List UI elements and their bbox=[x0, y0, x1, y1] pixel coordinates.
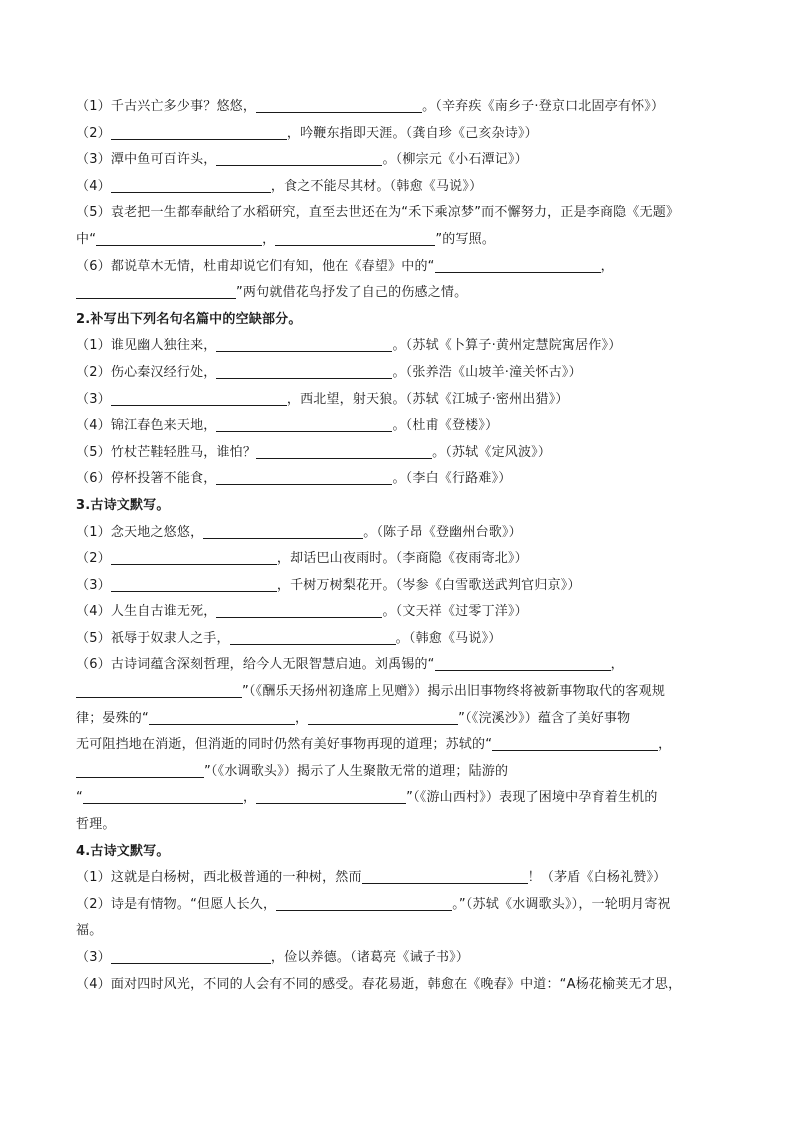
answer-blank[interactable] bbox=[83, 789, 243, 804]
question-4-1: （1）这就是白杨树，西北极普通的一种树，然而 ！（茅盾《白杨礼赞》） bbox=[76, 870, 667, 886]
answer-blank[interactable] bbox=[362, 869, 528, 884]
answer-blank[interactable] bbox=[111, 577, 277, 592]
question-3-6: （6）古诗词蕴含深刻哲理，给今人无限智慧启迪。刘禹锡的“ ， bbox=[76, 657, 624, 673]
question-4-3: （3） ，俭以养德。（诸葛亮《诫子书》） bbox=[76, 950, 470, 965]
question-3-3: （3） ，千树万树梨花开。（岑参《白雪歌送武判官归京》） bbox=[76, 577, 581, 593]
answer-blank[interactable] bbox=[256, 789, 406, 804]
answer-blank[interactable] bbox=[111, 949, 271, 964]
answer-blank[interactable] bbox=[76, 284, 236, 299]
question-3-5: （5）祇辱于奴隶人之手， 。（韩愈《马说》） bbox=[76, 630, 502, 646]
question-1-1: （1）千古兴亡多少事？悠悠， 。（辛弃疾《南乡子·登京口北固亭有怀》） bbox=[76, 99, 665, 114]
answer-blank[interactable] bbox=[492, 736, 658, 751]
question-4-4: （4）面对四时风光，不同的人会有不同的感受。春花易逝，韩愈在《晚春》中道：“A杨花榆荚无才思， bbox=[76, 976, 682, 992]
section-3-heading: 3.古诗文默写。 bbox=[76, 497, 170, 513]
answer-blank[interactable] bbox=[435, 656, 611, 671]
question-1-5: （5）袁老把一生都奉献给了水稻研究，直至去世还在为“禾下乘凉梦”而不懈努力，正是李商隐《无题》 bbox=[76, 205, 680, 221]
answer-blank[interactable] bbox=[256, 98, 422, 113]
answer-blank[interactable] bbox=[276, 896, 452, 911]
answer-blank[interactable] bbox=[76, 683, 242, 698]
answer-blank[interactable] bbox=[203, 524, 363, 539]
question-3-4: （4）人生自古谁无死， 。（文天祥《过零丁洋》） bbox=[76, 604, 528, 620]
question-2-2: （2）伤心秦汉经行处， 。（张养浩《山坡羊·潼关怀古》） bbox=[76, 364, 582, 380]
section-4-heading: 4.古诗文默写。 bbox=[76, 843, 170, 859]
answer-blank[interactable] bbox=[256, 444, 432, 459]
answer-blank[interactable] bbox=[111, 178, 271, 193]
question-3-6-line4: 无可阻挡地在消逝，但消逝的同时仍然有美好事物再现的道理；苏轼的“ ， bbox=[76, 737, 672, 753]
answer-blank[interactable] bbox=[216, 337, 392, 352]
answer-blank[interactable] bbox=[435, 258, 601, 273]
answer-blank[interactable] bbox=[96, 231, 262, 246]
question-3-6-line5: ”（《水调歌头》）揭示了人生聚散无常的道理；陆游的 bbox=[76, 759, 728, 786]
question-3-6-line7: 哲理。 bbox=[76, 817, 116, 833]
answer-blank[interactable] bbox=[149, 710, 295, 725]
answer-blank[interactable] bbox=[216, 417, 392, 432]
question-1-2: （2） ，吟鞭东指即天涯。（龚自珍《己亥杂诗》） bbox=[76, 125, 538, 141]
question-1-4: （4） ，食之不能尽其材。（韩愈《马说》） bbox=[76, 178, 483, 194]
question-3-2: （2） ，却话巴山夜雨时。（李商隐《夜雨寄北》） bbox=[76, 551, 528, 567]
answer-blank[interactable] bbox=[76, 763, 204, 778]
answer-blank[interactable] bbox=[275, 231, 435, 246]
answer-blank[interactable] bbox=[230, 630, 396, 645]
answer-blank[interactable] bbox=[216, 603, 382, 618]
question-4-2: （2）诗是有情物。“但愿人长久， 。”（苏轼《水调歌头》），一轮明月寄祝 bbox=[76, 896, 671, 912]
answer-blank[interactable] bbox=[111, 550, 277, 565]
question-2-1: （1）谁见幽人独往来， 。（苏轼《卜算子·黄州定慧院寓居作》） bbox=[76, 338, 622, 354]
answer-blank[interactable] bbox=[216, 470, 392, 485]
question-1-6-cont: ”两句就借花鸟抒发了自己的伤感之情。 bbox=[76, 280, 728, 307]
question-2-6: （6）停杯投箸不能食， 。（李白《行路难》） bbox=[76, 471, 512, 487]
answer-blank[interactable] bbox=[111, 125, 287, 140]
question-3-6-line6: “ ， ”（《游山西村》）表现了困境中孕育着生机的 bbox=[76, 790, 658, 806]
question-2-3: （3） ，西北望，射天狼。（苏轼《江城子·密州出猎》） bbox=[76, 391, 569, 407]
question-3-6-line2: ”（《酬乐天扬州初逢席上见赠》）揭示出旧事物终将被新事物取代的客观规 bbox=[76, 679, 728, 706]
answer-blank[interactable] bbox=[216, 151, 382, 166]
answer-blank[interactable] bbox=[111, 391, 287, 406]
question-2-4: （4）锦江春色来天地， 。（杜甫《登楼》） bbox=[76, 418, 499, 434]
question-1-6: （6）都说草木无情，杜甫却说它们有知，他在《春望》中的“ ， bbox=[76, 258, 614, 274]
question-2-5: （5）竹杖芒鞋轻胜马，谁怕？ 。（苏轼《定风波》） bbox=[76, 444, 552, 460]
question-1-5-cont: 中“ ， ”的写照。 bbox=[76, 231, 496, 247]
question-1-3: （3）潭中鱼可百许头， 。（柳宗元《小石潭记》） bbox=[76, 152, 528, 168]
answer-blank[interactable] bbox=[216, 364, 392, 379]
question-4-2-cont: 福。 bbox=[76, 923, 103, 939]
answer-blank[interactable] bbox=[308, 710, 458, 725]
question-3-6-line3: 律；晏殊的“ ， ”（《浣溪沙》）蕴含了美好事物 bbox=[76, 710, 631, 726]
section-2-heading: 2.补写出下列名句名篇中的空缺部分。 bbox=[76, 311, 302, 327]
worksheet-content bbox=[76, 94, 728, 998]
question-3-1: （1）念天地之悠悠， 。（陈子昂《登幽州台歌》） bbox=[76, 524, 522, 540]
